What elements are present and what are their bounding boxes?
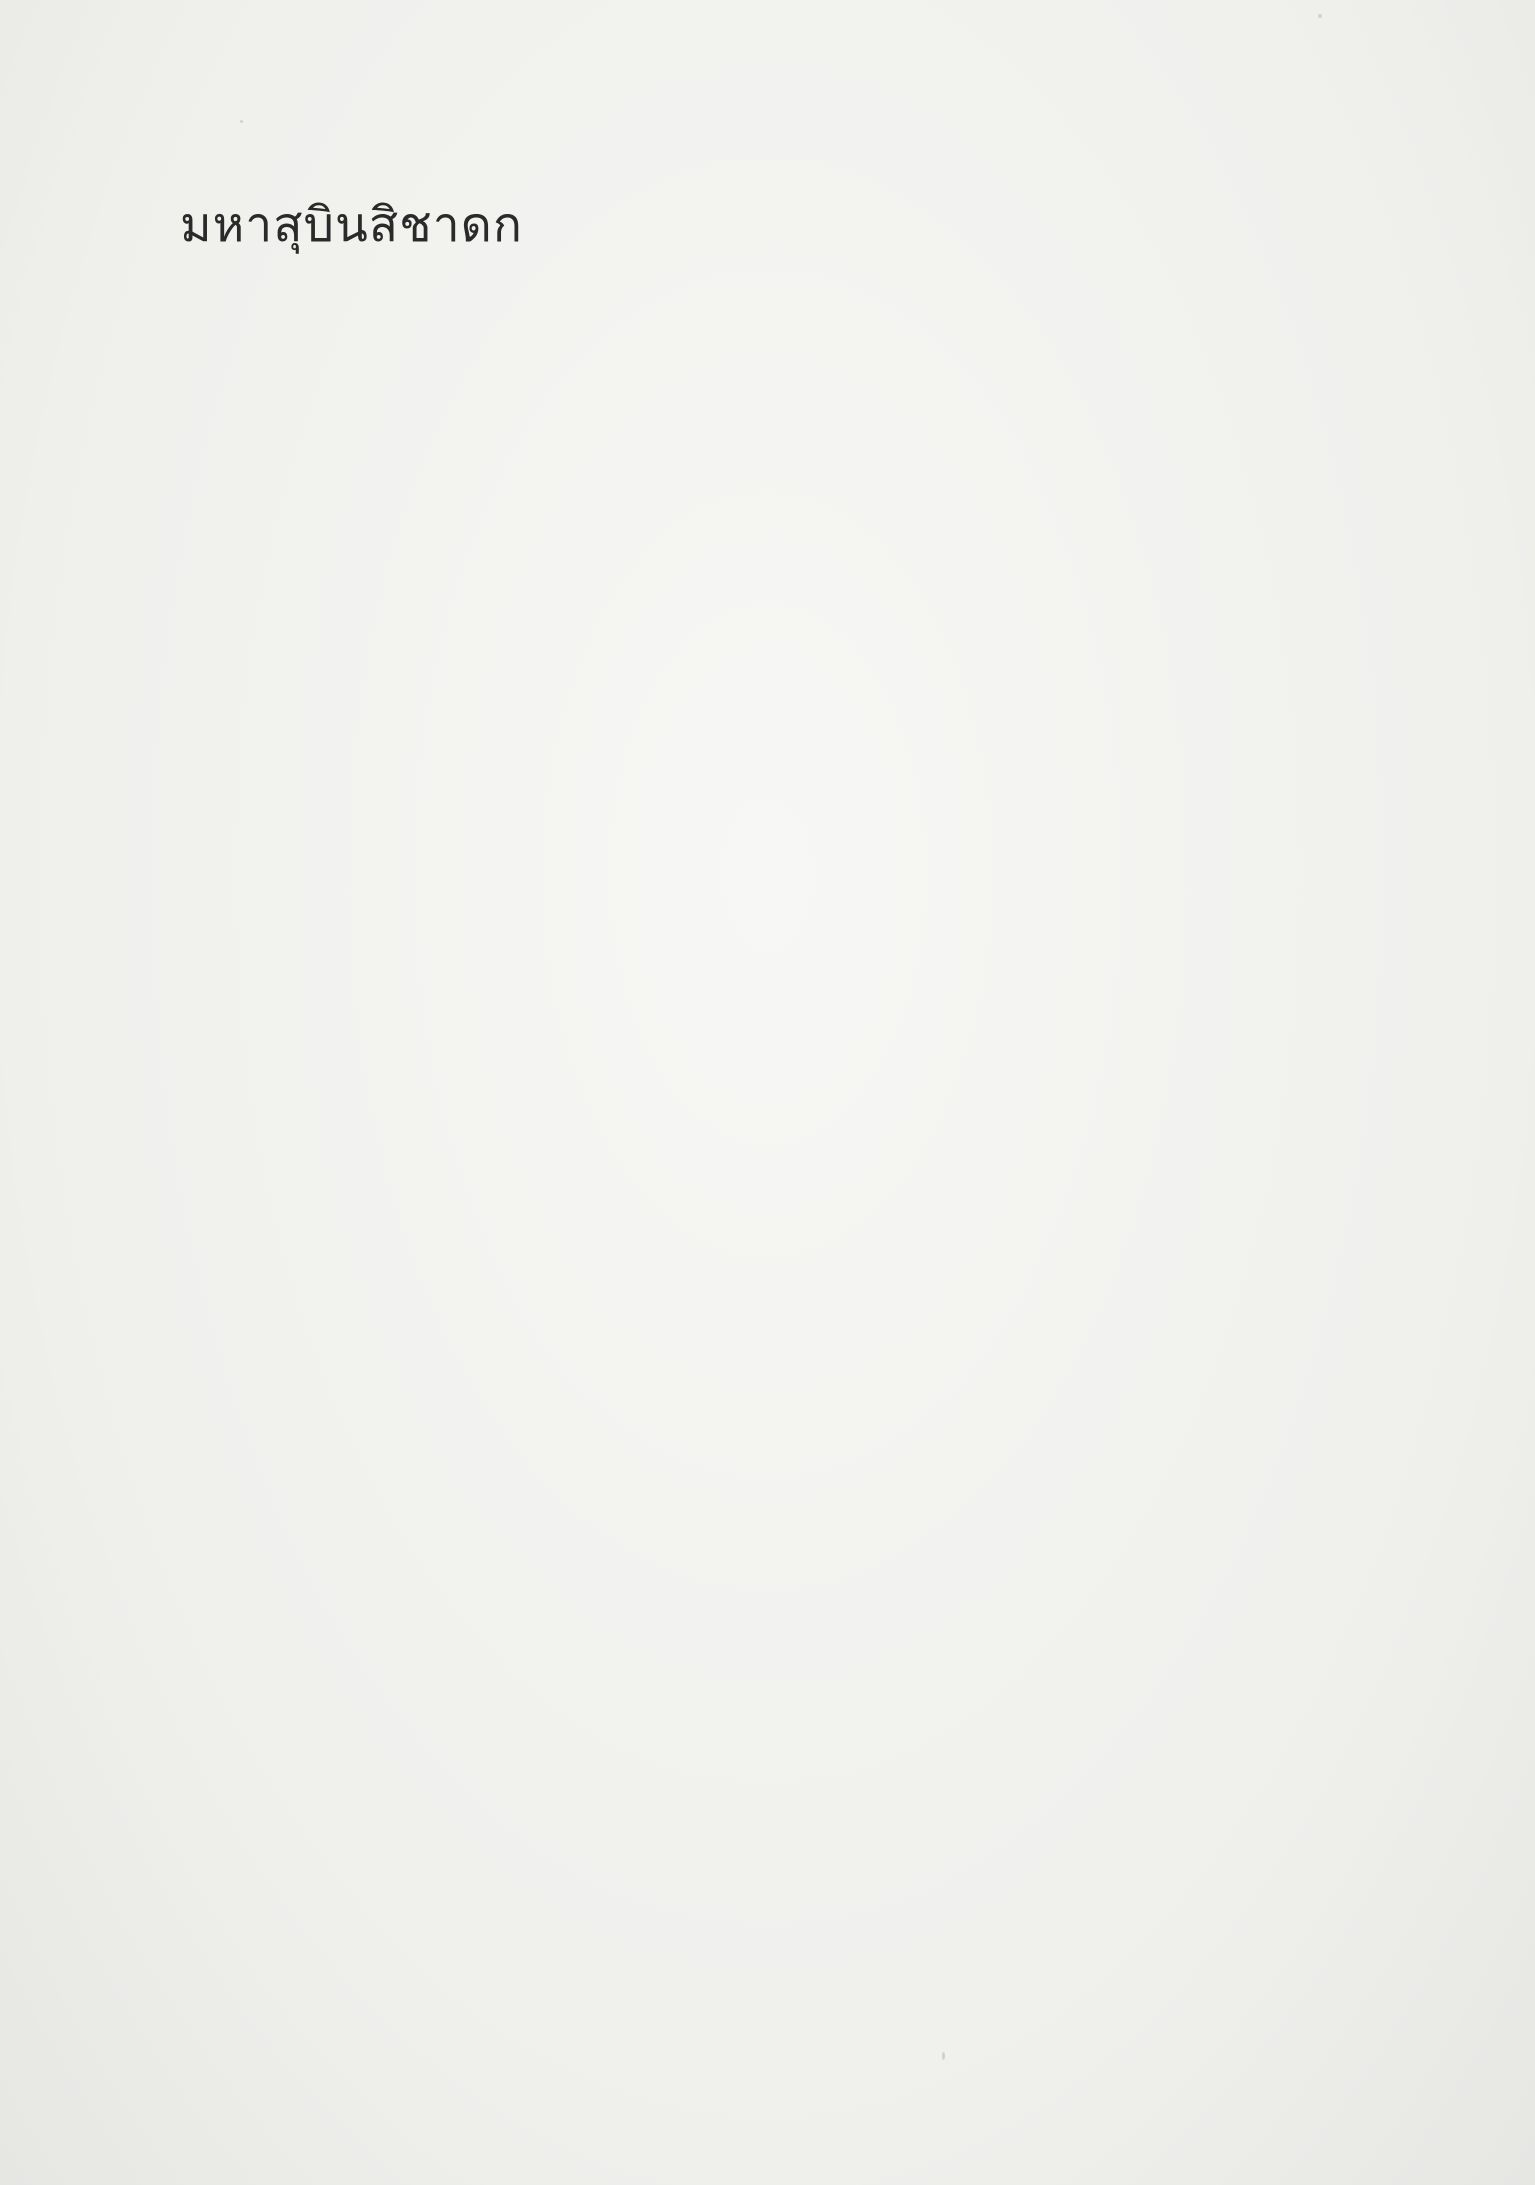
- text-line: [180, 1500, 1335, 1580]
- text-line: [180, 460, 1335, 540]
- text-line: [180, 1260, 1335, 1340]
- scan-speck: [1318, 14, 1322, 18]
- text-line: [180, 540, 1335, 620]
- body-text: [180, 300, 1335, 1844]
- text-line: [180, 1684, 1335, 1764]
- text-line: [180, 1020, 1335, 1100]
- paragraph: [180, 940, 1335, 1660]
- text-line: [180, 1764, 1335, 1844]
- text-line: [180, 780, 1335, 860]
- text-line: [180, 1100, 1335, 1180]
- text-line: [180, 380, 1335, 460]
- text-line: [180, 1340, 1335, 1420]
- text-line: [180, 860, 1335, 940]
- running-title: มหาสุบินสิชาดก: [180, 197, 523, 253]
- paragraph: [180, 300, 1335, 940]
- text-line: [180, 700, 1335, 780]
- text-line: [180, 620, 1335, 700]
- text-line: [180, 1420, 1335, 1500]
- text-line: [180, 300, 1335, 380]
- page-header: [180, 190, 1335, 260]
- scan-speck: [240, 120, 243, 123]
- text-line: [180, 940, 1335, 1020]
- text-line: [180, 1580, 1335, 1660]
- text-line: [180, 1180, 1335, 1260]
- paragraph-gap: [180, 1660, 1335, 1684]
- scan-speck: [942, 2052, 945, 2060]
- paragraph: [180, 1684, 1335, 1844]
